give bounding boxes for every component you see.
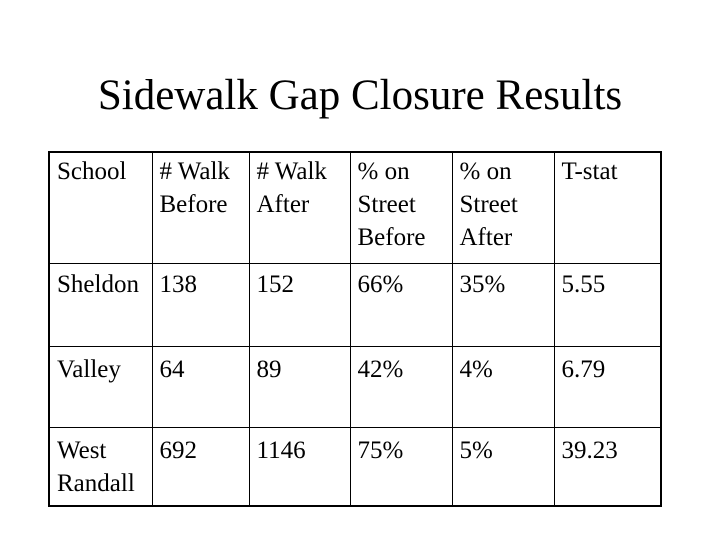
cell-street-before: 42% bbox=[350, 346, 452, 427]
slide-title: Sidewalk Gap Closure Results bbox=[97, 72, 623, 119]
cell-walk-after: 1146 bbox=[249, 427, 350, 506]
cell-street-after: 5% bbox=[452, 427, 554, 506]
cell-school: West Randall bbox=[49, 427, 152, 506]
header-walk-after: # Walk After bbox=[249, 152, 350, 263]
cell-walk-before: 692 bbox=[152, 427, 249, 506]
header-school: School bbox=[49, 152, 152, 263]
cell-street-before: 75% bbox=[350, 427, 452, 506]
cell-school: Sheldon bbox=[49, 263, 152, 346]
cell-street-after: 4% bbox=[452, 346, 554, 427]
cell-t-stat: 6.79 bbox=[554, 346, 661, 427]
header-street-before: % on Street Before bbox=[350, 152, 452, 263]
cell-t-stat: 39.23 bbox=[554, 427, 661, 506]
header-t-stat: T-stat bbox=[554, 152, 661, 263]
header-row bbox=[49, 152, 661, 263]
header-street-after: % on Street After bbox=[452, 152, 554, 263]
table-row bbox=[49, 263, 661, 346]
table-row bbox=[49, 346, 661, 427]
cell-walk-after: 152 bbox=[249, 263, 350, 346]
cell-street-before: 66% bbox=[350, 263, 452, 346]
cell-walk-after: 89 bbox=[249, 346, 350, 427]
cell-street-after: 35% bbox=[452, 263, 554, 346]
results-table bbox=[48, 151, 662, 507]
cell-walk-before: 64 bbox=[152, 346, 249, 427]
cell-t-stat: 5.55 bbox=[554, 263, 661, 346]
table-row bbox=[49, 427, 661, 506]
header-walk-before: # Walk Before bbox=[152, 152, 249, 263]
cell-school: Valley bbox=[49, 346, 152, 427]
cell-walk-before: 138 bbox=[152, 263, 249, 346]
